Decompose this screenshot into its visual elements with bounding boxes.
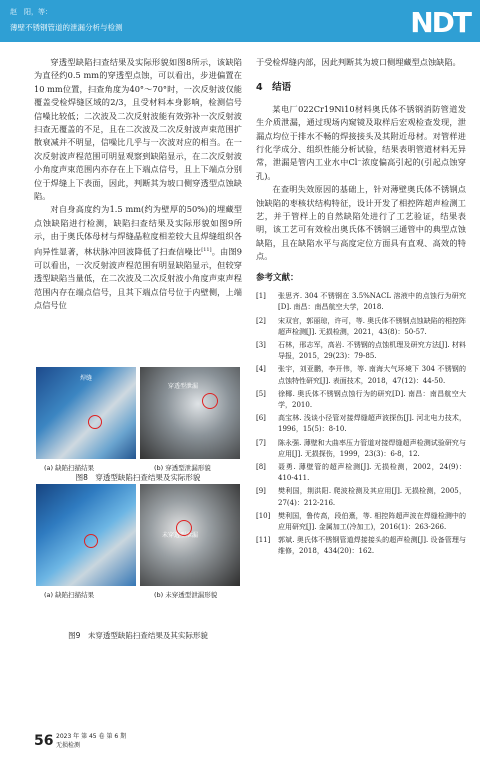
reference-number: [3] (256, 340, 266, 349)
defect-marker-circle (84, 534, 98, 548)
figure-9-photo (140, 484, 240, 586)
paragraph-text: 对自身高度约为1.5 mm(约为壁厚的50%)的埋藏型点蚀缺陷进行检测，缺陷扫查结果及实际形貌如图9所示，由于奥氏体母材与焊缝晶粒度相差较大且焊缝组织各向异性显著，林状脉冲回波降低了扫查信噪比 (34, 204, 242, 257)
reference-text: 樊利国，鲁传高，段伯熹，等. 相控阵超声波在焊缝检测中的应用研究[J]. 金属加工(冷加工)，2016(1)：263-266. (278, 511, 466, 531)
figure-8 (34, 367, 242, 475)
page-number: 56 (34, 733, 54, 749)
paragraph: 在查明失效原因的基础上，针对薄壁奥氏体不锈钢点蚀缺陷的枣核状结构特征，设计开发了相控阵超声检测工艺，并于管样上的自然缺陷处进行了工艺验证，结果表明，该工艺可有效检出奥氏体不锈钢三通管中的典型点蚀缺陷，且在缺陷水平与高度定位方面具有直观、高效的特点。 (256, 184, 466, 262)
right-column (256, 56, 466, 560)
reference-text: 郭斌. 奥氏体不锈钢管道焊接接头的超声检测[J]. 设备管理与维修，2018，434(20)：162. (278, 536, 466, 556)
reference-text: 陈永强. 薄壁和大曲率压力管道对接焊缝超声检测试验研究与应用[J]. 无损探伤，1999，23(3)：6-8，12. (278, 438, 466, 458)
reference-text: 高宝林. 浅谈小径管对接焊缝超声波探伤[J]. 河北电力技术，1996，15(5)：8-10. (278, 414, 466, 434)
reference-item (256, 340, 466, 362)
figure-8-caption: 图8 穿透型缺陷扫查结果及实际形貌 (75, 473, 201, 482)
reference-item (256, 535, 466, 557)
citation: [11] (201, 246, 212, 253)
reference-item (256, 389, 466, 411)
references-heading: 参考文献： (256, 272, 299, 283)
journal-logo: NDT (410, 6, 470, 39)
header-authors: 赵 阳，等： (10, 8, 52, 16)
figure-8-photo (140, 367, 240, 459)
footer-journal: 无损检测 (56, 742, 81, 749)
reference-text: 宋双官，郭丽琼，许可，等. 奥氏体不锈钢点蚀缺陷的相控阵超声检测[J]. 无损检测，2021，43(8)：50-57. (278, 316, 466, 336)
reference-item (256, 486, 466, 508)
reference-number: [6] (256, 414, 266, 423)
reference-number: [9] (256, 487, 266, 496)
figure-8-label-b: (b) 穿透型泄漏形貌 (154, 464, 211, 472)
reference-text: 张宇，刘亚鹏，李开伟，等. 南海大气环境下 304 不锈钢的点蚀特性研究[J]. 表面技术，2018，47(12)：44-50. (278, 365, 466, 385)
footer-issue: 2023 年 第 45 卷 第 6 期 (56, 733, 127, 740)
reference-number: [2] (256, 316, 266, 325)
reference-number: [8] (256, 462, 266, 471)
reference-text: 聂勇. 薄壁管的超声检测[J]. 无损检测，2002，24(9)：410-411. (278, 462, 466, 483)
figure-9-overlay-leak: 未穿透型泄漏 (162, 532, 199, 539)
header-article-title: 薄壁不锈钢管道的泄漏分析与检测 (10, 23, 123, 32)
left-column (34, 56, 242, 312)
figure-9-scan-image (36, 484, 136, 586)
reference-item (256, 413, 466, 435)
figure-9-caption: 图9 未穿透型缺陷扫查结果及其实际形貌 (68, 631, 208, 640)
reference-list (256, 291, 466, 557)
paragraph (34, 203, 242, 312)
section-heading: 4 结语 (256, 82, 292, 94)
reference-number: [11] (256, 536, 271, 545)
reference-text: 徐椰. 奥氏体不锈钢点蚀行为的研究[D]. 南昌：南昌航空大学，2010. (278, 389, 466, 409)
reference-number: [1] (256, 292, 266, 301)
figure-9-label-b: (b) 未穿透型泄漏形貌 (154, 591, 218, 599)
reference-item (256, 291, 466, 313)
figure-9 (34, 484, 242, 619)
reference-text: 樊利国，荆洪阳. 爬波检测及其应用[J]. 无损检测，2005，27(4)：212-216. (278, 487, 466, 507)
journal-header (0, 0, 480, 42)
reference-number: [7] (256, 438, 266, 447)
figure-9-label-a: (a) 缺陷扫描结果 (44, 591, 95, 599)
reference-item (256, 511, 466, 533)
figure-8-label-a: (a) 缺陷扫描结果 (44, 464, 95, 472)
footer-info (56, 732, 176, 750)
reference-text: 石林，邢志军，高岩. 不锈钢的点蚀机理及研究方法[J]. 材料导报，2015，29(23)：79-85. (278, 340, 466, 361)
reference-item (256, 462, 466, 484)
figure-8-scan-image (36, 367, 136, 459)
reference-number: [10] (256, 511, 271, 520)
reference-number: [4] (256, 365, 266, 374)
page-footer (34, 730, 127, 749)
defect-marker-circle (202, 393, 218, 409)
defect-marker-circle (88, 415, 102, 429)
paragraph-text: 。由图9可以看出，一次反射波声程范围有明显缺陷显示，但较穿透型缺陷当量低，在二次波及二次反射波小角度声束声程范围内存在端点信号，且其下端点信号位于内壁侧，上端点信号位 (34, 246, 242, 311)
figure-8-overlay-weld: 焊缝 (80, 375, 93, 382)
defect-marker-circle (176, 520, 192, 536)
reference-text: 张思齐. 304 不锈钢在 3.5%NACL 溶液中的点蚀行为研究[D]. 南昌：南昌航空大学，2018. (278, 292, 466, 312)
paragraph: 某电厂022Cr19Ni10材料奥氏体不锈钢消防管道发生介质泄漏，通过现场内窥镜及取样后宏观检查发现，泄漏点均位于排水不畅的焊接接头及其附近母材。对管样进行化学成分、组织性能分析试验，结果表明管道材料无异常，泄漏是管内工业水中Cl⁻浓度偏高引起的(引起点蚀穿孔)。 (256, 103, 466, 181)
paragraph: 于受检焊缝内部，因此判断其为坡口侧埋藏型点蚀缺陷。 (256, 57, 461, 67)
figure-8-overlay-leak: 穿透型泄漏 (168, 383, 199, 390)
reference-number: [5] (256, 389, 266, 398)
reference-item (256, 364, 466, 386)
reference-item (256, 316, 466, 338)
paragraph: 穿透型缺陷扫查结果及实际形貌如图8所示，该缺陷为直径约0.5 mm的穿透型点蚀，可以看出，步进偏置在10 mm位置，扫查角度为40°～70°时，一次反射波仅能覆盖受检焊缝区域的2/3，且受材料本身影响，检测信号信噪比较低；二次波及二次反射波能有效弥补一次反射波扫查无覆盖的不足，且在二次波及二次反射波声束范围扩散衰减并不明显，信噪比几乎与一次波对应的相当。在一次反射波声程范围可明显观察到缺陷显示，在二次反射波小角度声束范围内亦存在上下端点信号，且上下端点分别位于焊缝上下表面，因此，判断其为坡口侧穿透型点蚀缺陷。 (34, 57, 242, 202)
reference-item (256, 438, 466, 460)
